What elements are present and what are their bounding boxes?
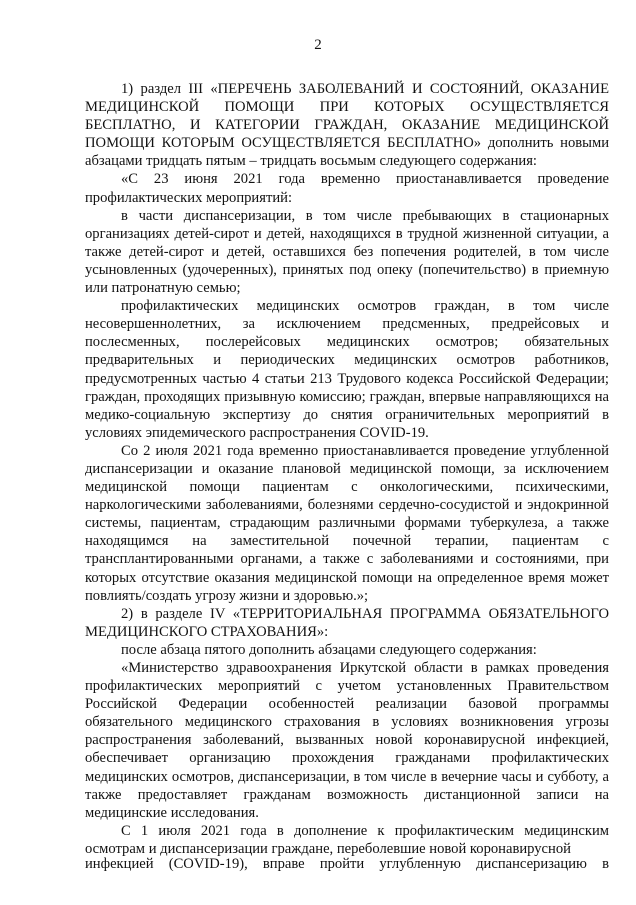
- paragraph-july-1-covid: С 1 июля 2021 года в дополнение к профилактическим медицинским осмотрам и диспансеризации граждане, переболевшие новой коронавирусной: [85, 822, 609, 857]
- paragraph-continued-line: инфекцией (COVID-19), вправе пройти углубленную диспансеризацию в: [85, 856, 609, 872]
- page-number: 2: [314, 37, 322, 53]
- paragraph-section-iii-amendment: 1) раздел III «ПЕРЕЧЕНЬ ЗАБОЛЕВАНИЙ И СОСТОЯНИЙ, ОКАЗАНИЕ МЕДИЦИНСКОЙ ПОМОЩИ ПРИ КОТОРЫХ ОСУЩЕСТВЛЯЕТСЯ БЕСПЛАТНО, И КАТЕГОРИИ ГРАЖДАН, ОКАЗАНИЕ МЕДИЦИНСКОЙ ПОМОЩИ КОТОРЫМ ОСУЩЕСТВЛЯЕТСЯ БЕСПЛАТНО» дополнить новыми абзацами тридцать пятым – тридцать восьмым следующего содержания:: [85, 81, 609, 170]
- document-body: [85, 80, 609, 858]
- paragraph-ministry-organization: «Министерство здравоохранения Иркутской области в рамках проведения профилактических мероприятий с учетом установленных Правительством Российской Федерации особенностей реализации базовой программы обязательного медицинского страхования в условиях возникновения угрозы распространения заболеваний, вызванных новой коронавирусной инфекцией, обеспечивает организацию прохождения гражданами профилактических медицинских осмотров, диспансеризации, в том числе в вечерние часы и субботу, а также предоставляет гражданам возможность дистанционной записи на медицинские исследования.: [85, 660, 609, 821]
- paragraph-after-fifth-abzac: после абзаца пятого дополнить абзацами следующего содержания:: [121, 641, 537, 658]
- paragraph-dispensarization-orphans: в части диспансеризации, в том числе пребывающих в стационарных организациях детей-сирот и детей, находящихся в трудной жизненной ситуации, а также детей-сирот и детей, оставшихся без попечения родителей, в том числе усыновленных (удочеренных), принятых под опеку (попечительство) в приемную или патронатную семью;: [85, 207, 609, 297]
- paragraph-july-2-suspension: Со 2 июля 2021 года временно приостанавливается проведение углубленной диспансеризации и оказание плановой медицинской помощи, за исключением медицинской помощи пациентам с онкологическими, психическими, наркологическими заболеваниями, болезнями сердечно-сосудистой и эндокринной системы, пациентам, страдающим различными формами туберкулеза, а также находящимся на заместительной почечной терапии, пациентам с трансплантированными органами, а также с заболеваниями и состояниями, при которых отсутствие оказания медицинской помощи на определенное время может повлиять/создать угрозу жизни и здоровью.»;: [85, 442, 609, 604]
- paragraph-preventive-examinations: профилактических медицинских осмотров граждан, в том числе несовершеннолетних, за исключением предсменных, предрейсовых и послесменных, послерейсовых медицинских осмотров; обязательных предварительных и периодических медицинских осмотров работников, предусмотренных частью 4 статьи 213 Трудового кодекса Российской Федерации; граждан, проходящих призывную комиссию; граждан, впервые направляющихся на медико-социальную экспертизу до снятия ограничительных мероприятий в условиях эпидемического распространения COVID-19.: [85, 298, 609, 441]
- paragraph-june-23-suspension: «С 23 июня 2021 года временно приостанавливается проведение профилактических мероприятий:: [85, 171, 609, 206]
- paragraph-section-iv-amendment: 2) в разделе IV «ТЕРРИТОРИАЛЬНАЯ ПРОГРАММА ОБЯЗАТЕЛЬНОГО МЕДИЦИНСКОГО СТРАХОВАНИЯ»:: [85, 605, 609, 640]
